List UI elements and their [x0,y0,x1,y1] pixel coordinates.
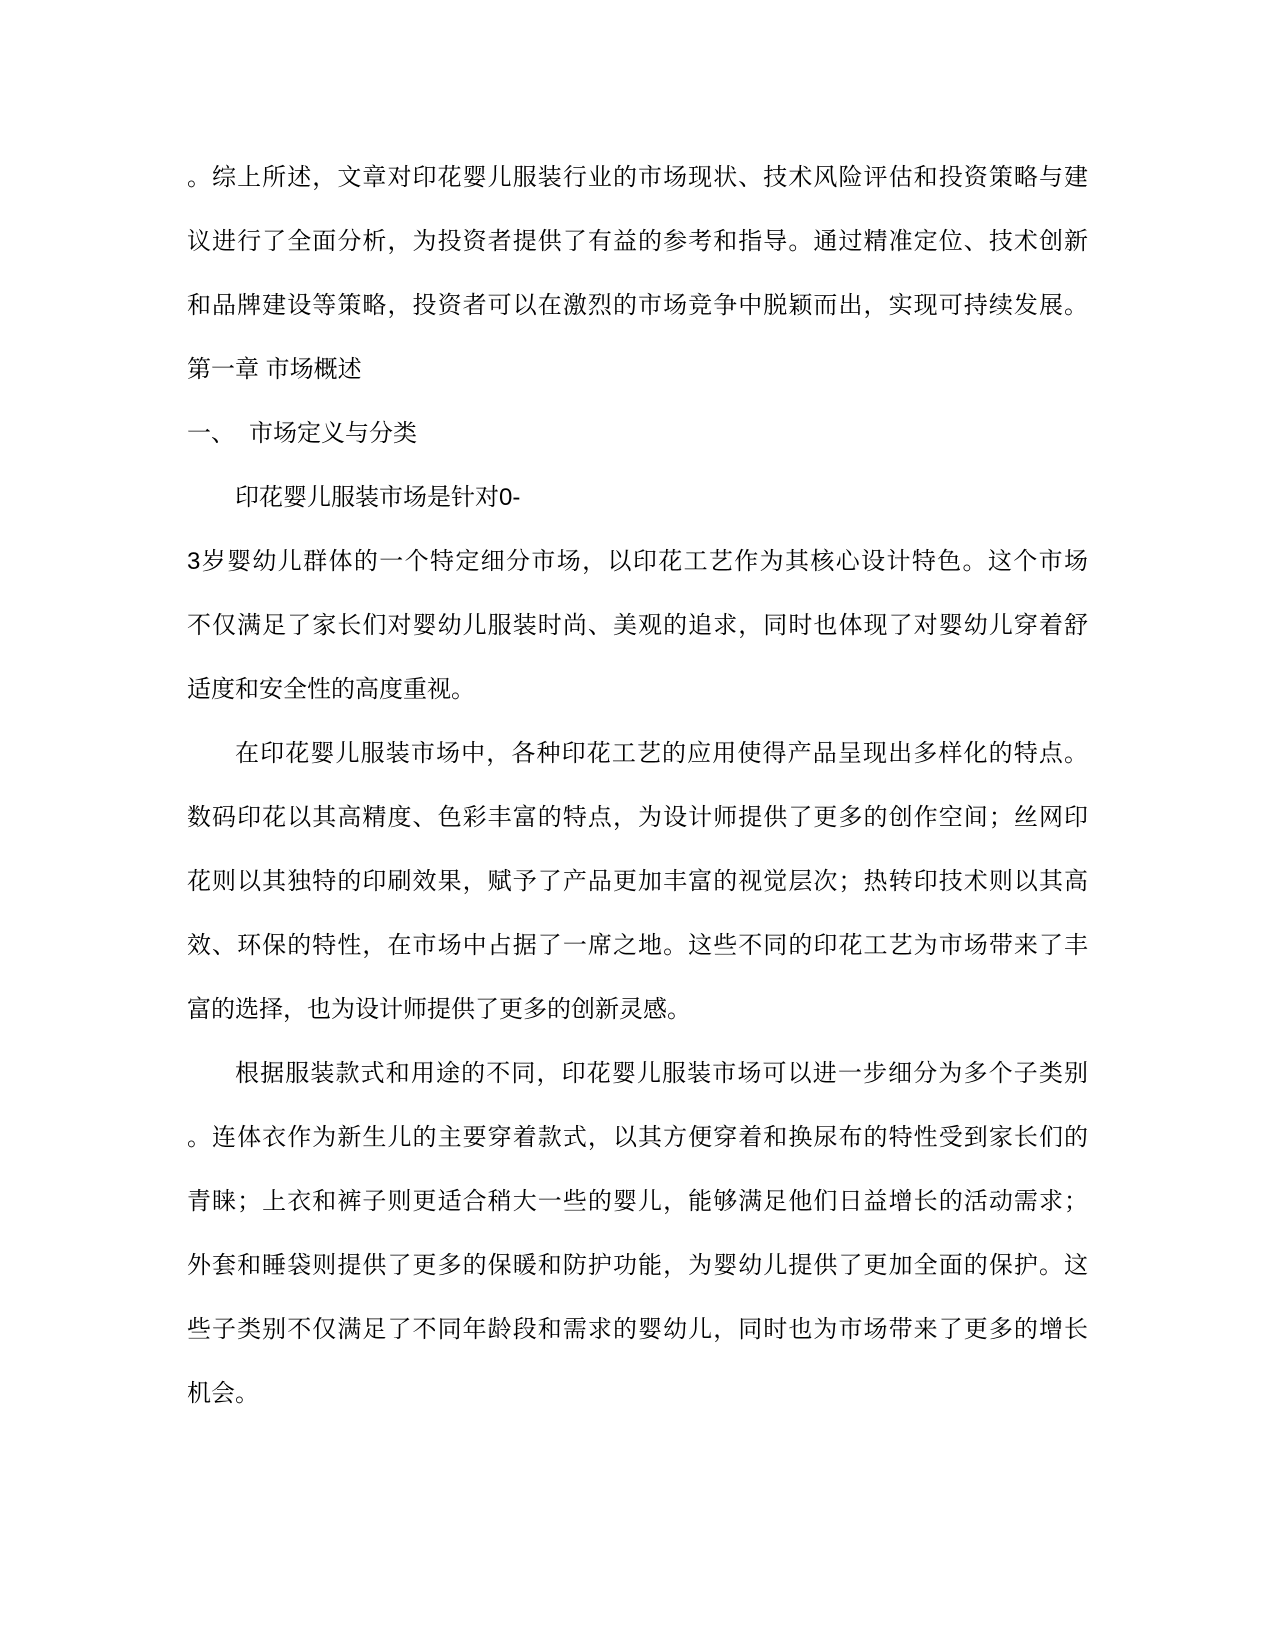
definition-line-4: 适度和安全性的高度重视。 [187,676,475,703]
section-heading-marker: 一、 [187,420,235,447]
summary-line-3: 和品牌建设等策略，投资者可以在激烈的市场竞争中脱颖而出，实现可持续发展。 [187,292,1088,319]
definition-line-3: 不仅满足了家长们对婴幼儿服装时尚、美观的追求，同时也体现了对婴幼儿穿着舒 [187,612,1088,639]
chapter-heading: 第一章 市场概述 [187,356,362,383]
subcategories-line-3: 青睐；上衣和裤子则更适合稍大一些的婴儿，能够满足他们日益增长的活动需求； [187,1188,1088,1215]
subcategories-line-6: 机会。 [187,1380,259,1407]
section-heading-title: 市场定义与分类 [249,420,417,447]
subcategories-line-2: 。连体衣作为新生儿的主要穿着款式，以其方便穿着和换尿布的特性受到家长们的 [187,1124,1088,1151]
text-block [187,146,1088,1426]
subcategories-line-1: 根据服装款式和用途的不同，印花婴儿服装市场可以进一步细分为多个子类别 [235,1060,1088,1087]
summary-line-1: 。综上所述，文章对印花婴儿服装行业的市场现状、技术风险评估和投资策略与建 [187,164,1088,191]
subcategories-line-5: 些子类别不仅满足了不同年龄段和需求的婴幼儿，同时也为市场带来了更多的增长 [187,1316,1088,1343]
techniques-line-5: 富的选择，也为设计师提供了更多的创新灵感。 [187,996,691,1023]
section-heading [187,402,1088,466]
definition-line-1: 印花婴儿服装市场是针对0- [235,484,521,511]
techniques-line-1: 在印花婴儿服装市场中，各种印花工艺的应用使得产品呈现出多样化的特点。 [235,740,1088,767]
techniques-line-2: 数码印花以其高精度、色彩丰富的特点，为设计师提供了更多的创作空间；丝网印 [187,804,1088,831]
techniques-line-3: 花则以其独特的印刷效果，赋予了产品更加丰富的视觉层次；热转印技术则以其高 [187,868,1088,895]
techniques-line-4: 效、环保的特性，在市场中占据了一席之地。这些不同的印花工艺为市场带来了丰 [187,932,1088,959]
summary-line-2: 议进行了全面分析，为投资者提供了有益的参考和指导。通过精准定位、技术创新 [187,228,1088,255]
definition-line-2: 3岁婴幼儿群体的一个特定细分市场，以印花工艺作为其核心设计特色。这个市场 [187,548,1088,575]
subcategories-line-4: 外套和睡袋则提供了更多的保暖和防护功能，为婴幼儿提供了更加全面的保护。这 [187,1252,1088,1279]
